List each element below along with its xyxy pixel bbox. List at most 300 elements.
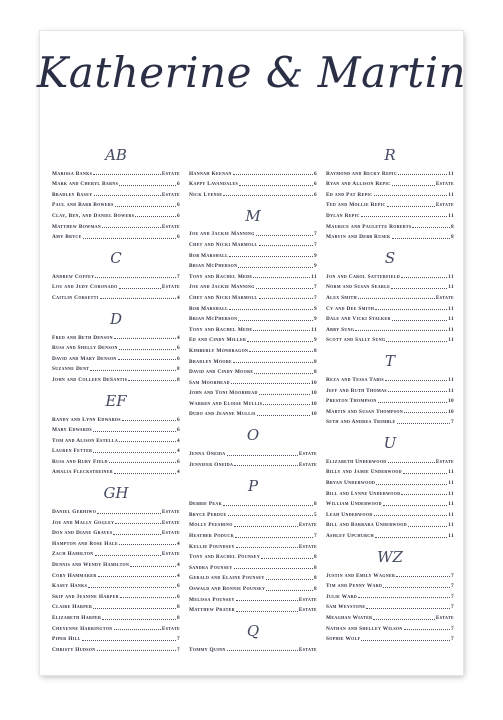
- dot-leader: [233, 174, 313, 175]
- table-assignment: 4: [177, 562, 180, 569]
- guest-name: Chet and Nicki Marmoll: [189, 294, 258, 301]
- couple-title: Katherine & Martin: [36, 48, 467, 97]
- dot-leader: [119, 349, 176, 350]
- guest-name: Don and Diane Graves: [52, 530, 113, 537]
- dot-leader: [135, 216, 176, 217]
- dot-leader: [83, 238, 176, 239]
- group-spacer: [326, 425, 454, 432]
- table-assignment: 8: [314, 564, 317, 571]
- dot-leader: [109, 462, 176, 463]
- guest-name: Ryan and Allison Repic: [326, 181, 391, 188]
- guest-name: Preston Thompson: [326, 398, 377, 405]
- dot-leader: [375, 537, 447, 538]
- guest-row: [52, 219, 180, 230]
- guest-name: Clay, Ben, and Daniel Bowers: [52, 212, 135, 219]
- guest-name: Jeff and Ruth Thomas: [326, 387, 387, 394]
- guest-name: Norm and Susan Searle: [326, 284, 391, 291]
- table-assignment: Estate: [298, 607, 317, 614]
- dot-leader: [378, 402, 447, 403]
- guest-row: [189, 539, 317, 550]
- group-letter: S: [384, 249, 396, 268]
- dot-leader: [227, 455, 298, 456]
- table-assignment: 7: [314, 284, 317, 291]
- dot-leader: [261, 558, 313, 559]
- guest-row: [52, 187, 180, 198]
- table-assignment: Estate: [161, 284, 180, 291]
- table-assignment: 10: [311, 379, 317, 386]
- guest-name: Chet and Nicki Marmoll: [189, 241, 258, 248]
- table-assignment: 6: [177, 583, 180, 590]
- guest-name: Amalia Fleckstreiner: [52, 469, 113, 476]
- guest-row: [326, 497, 454, 508]
- guest-row: [326, 632, 454, 643]
- dot-leader: [93, 431, 176, 432]
- dot-leader: [396, 576, 450, 577]
- guest-name: Leah Underwood: [326, 511, 373, 518]
- dot-leader: [113, 534, 160, 535]
- dot-leader: [391, 288, 447, 289]
- table-assignment: 8: [451, 223, 454, 230]
- dot-leader: [119, 185, 176, 186]
- table-assignment: 7: [314, 533, 317, 540]
- dot-leader: [234, 568, 313, 569]
- guest-name: Tony and Rachel Mede: [189, 326, 253, 333]
- guest-row: [189, 446, 317, 457]
- dot-leader: [102, 619, 176, 620]
- table-assignment: 8: [314, 347, 317, 354]
- dot-leader: [383, 505, 447, 506]
- guest-name: Russ and Ruby Field: [52, 458, 108, 465]
- guest-row: [326, 198, 454, 209]
- guest-row: [52, 504, 180, 515]
- group-spacer: [189, 417, 317, 424]
- guest-row: [326, 372, 454, 383]
- table-assignment: 11: [448, 326, 454, 333]
- guest-name: Matthew Bowman: [52, 223, 102, 230]
- guest-row: [189, 237, 317, 248]
- guest-row: [52, 547, 180, 558]
- guest-name: Christy Hudson: [52, 646, 96, 653]
- guest-name: Julie Ward: [326, 593, 358, 600]
- guest-name: Hannah Keenan: [189, 170, 232, 177]
- table-assignment: 11: [448, 522, 454, 529]
- guest-row: [326, 230, 454, 241]
- guest-row: [326, 333, 454, 344]
- guest-row: [52, 269, 180, 280]
- guest-name: Melissa Pounsey: [189, 596, 235, 603]
- dot-leader: [128, 380, 176, 381]
- dot-leader: [401, 277, 447, 278]
- guest-row: [326, 301, 454, 312]
- table-assignment: 7: [451, 572, 454, 579]
- table-assignment: 11: [448, 316, 454, 323]
- guest-row: [52, 433, 180, 444]
- table-assignment: Estate: [435, 202, 454, 209]
- table-assignment: 4: [177, 437, 180, 444]
- guest-row: [189, 177, 317, 188]
- guest-row: [326, 219, 454, 230]
- guest-row: [189, 333, 317, 344]
- guest-name: Bob Marshall: [189, 305, 229, 312]
- table-assignment: 11: [448, 337, 454, 344]
- dot-leader: [228, 515, 314, 516]
- table-assignment: 8: [177, 376, 180, 383]
- dot-leader: [266, 579, 313, 580]
- table-assignment: 9: [314, 337, 317, 344]
- guest-name: Cory Hammaker: [52, 572, 97, 579]
- table-assignment: 11: [448, 273, 454, 280]
- guest-name: Cy and Dee Smith: [326, 305, 375, 312]
- guest-row: [326, 465, 454, 476]
- column-3: [326, 144, 454, 642]
- table-assignment: 10: [448, 398, 454, 405]
- table-assignment: Estate: [298, 451, 317, 458]
- table-assignment: 9: [314, 263, 317, 270]
- guest-row: [189, 497, 317, 508]
- dot-leader: [375, 309, 447, 310]
- table-assignment: Estate: [161, 509, 180, 516]
- table-assignment: Estate: [161, 625, 180, 632]
- table-assignment: 11: [448, 469, 454, 476]
- guest-row: [189, 259, 317, 270]
- table-assignment: Estate: [161, 519, 180, 526]
- table-assignment: 4: [177, 469, 180, 476]
- guest-row: [189, 457, 317, 468]
- guest-row: [52, 642, 180, 653]
- guest-name: Sophie Wolf: [326, 636, 361, 643]
- table-assignment: Estate: [298, 646, 317, 653]
- dot-leader: [97, 650, 176, 651]
- dot-leader: [227, 650, 298, 651]
- dot-leader: [256, 288, 313, 289]
- dot-leader: [412, 227, 450, 228]
- dot-leader: [231, 383, 310, 384]
- guest-row: [189, 301, 317, 312]
- guest-row: [52, 177, 180, 188]
- table-assignment: 8: [314, 369, 317, 376]
- group-letter: GH: [103, 484, 129, 503]
- guest-row: [189, 187, 317, 198]
- guest-row: [189, 365, 317, 376]
- guest-name: Daniel Gerhiwo: [52, 509, 97, 516]
- guest-row: [52, 444, 180, 455]
- table-assignment: 6: [177, 416, 180, 423]
- group-letter: U: [383, 434, 397, 453]
- dot-leader: [253, 330, 310, 331]
- guest-name: Oswald and Bonnie Pounsey: [189, 586, 266, 592]
- table-assignment: 10: [311, 390, 317, 397]
- dot-leader: [239, 185, 313, 186]
- dot-leader: [386, 341, 447, 342]
- group-letter: EF: [105, 391, 127, 410]
- guest-row: [52, 526, 180, 537]
- guest-name: Russ and Shelly Denson: [52, 345, 118, 352]
- guest-row: [326, 518, 454, 529]
- guest-name: John and Colleen DeSantis: [52, 376, 128, 383]
- guest-row: [52, 280, 180, 291]
- guest-row: [326, 600, 454, 611]
- guest-row: [52, 515, 180, 526]
- guest-name: Martin and Susan Thompson: [326, 408, 404, 415]
- guest-row: [326, 290, 454, 301]
- dot-leader: [94, 195, 161, 196]
- dot-leader: [257, 415, 310, 416]
- table-assignment: 6: [314, 191, 317, 198]
- dot-leader: [361, 216, 448, 217]
- guest-row: [52, 600, 180, 611]
- guest-row: [52, 230, 180, 241]
- dot-leader: [373, 619, 434, 620]
- dot-leader: [229, 256, 313, 257]
- table-assignment: 8: [314, 575, 317, 582]
- dot-leader: [115, 206, 176, 207]
- guest-row: [52, 198, 180, 209]
- guest-name: Fred and Beth Denson: [52, 334, 113, 341]
- guest-name: Jennifer Oneida: [189, 461, 234, 468]
- dot-leader: [249, 351, 313, 352]
- dot-leader: [361, 640, 450, 641]
- guest-row: [52, 341, 180, 352]
- table-assignment: 9: [314, 316, 317, 323]
- dot-leader: [234, 526, 298, 527]
- guest-row: [326, 621, 454, 632]
- dot-leader: [404, 629, 450, 630]
- table-assignment: Estate: [161, 530, 180, 537]
- dot-leader: [401, 494, 447, 495]
- dot-leader: [223, 195, 313, 196]
- table-assignment: Estate: [161, 223, 180, 230]
- dot-leader: [238, 320, 313, 321]
- guest-name: Suzanne Dent: [52, 366, 90, 373]
- guest-name: Sandra Pounsey: [189, 564, 233, 571]
- dot-leader: [355, 330, 447, 331]
- table-assignment: 6: [177, 234, 180, 241]
- dot-leader: [114, 473, 176, 474]
- table-assignment: 6: [177, 345, 180, 352]
- guest-name: Dylan Repic: [326, 212, 360, 219]
- dot-leader: [358, 597, 450, 598]
- dot-leader: [120, 597, 176, 598]
- dot-leader: [256, 235, 313, 236]
- table-assignment: 6: [314, 170, 317, 177]
- guest-name: Dennis and Wendy Hamilton: [52, 562, 130, 569]
- guest-name: Sam Weystone: [326, 604, 366, 611]
- table-assignment: 11: [448, 170, 454, 177]
- table-assignment: 7: [451, 604, 454, 611]
- group-spacer: [189, 613, 317, 620]
- group-spacer: [52, 240, 180, 247]
- guest-name: Jon and Carol Satterfield: [326, 273, 401, 280]
- dot-leader: [88, 587, 176, 588]
- guest-row: [52, 589, 180, 600]
- table-assignment: 6: [177, 355, 180, 362]
- table-assignment: 11: [448, 533, 454, 540]
- group-spacer: [326, 240, 454, 247]
- guest-name: Sam Moorhead: [189, 379, 230, 386]
- guest-row: [52, 632, 180, 643]
- dot-leader: [398, 174, 447, 175]
- table-assignment: Estate: [161, 170, 180, 177]
- guest-name: Randy and Lynn Edwards: [52, 416, 121, 423]
- guest-row: [52, 465, 180, 476]
- guest-row: [189, 227, 317, 238]
- dot-leader: [114, 338, 176, 339]
- table-assignment: 8: [177, 366, 180, 373]
- table-assignment: 11: [448, 490, 454, 497]
- guest-name: Meaghan Wiater: [326, 615, 373, 621]
- table-assignment: 6: [314, 181, 317, 188]
- guest-row: [326, 187, 454, 198]
- table-assignment: 8: [314, 501, 317, 508]
- guest-name: Debbie Peak: [189, 501, 223, 508]
- guest-name: Tom and Alison Estella: [52, 437, 119, 444]
- group-letter: P: [247, 476, 259, 495]
- guest-row: [326, 166, 454, 177]
- guest-row: [189, 396, 317, 407]
- guest-name: Lou and Judy Coronado: [52, 284, 118, 291]
- table-assignment: 10: [311, 411, 317, 418]
- dot-leader: [223, 505, 313, 506]
- guest-row: [52, 351, 180, 362]
- group-letter: WZ: [377, 548, 403, 567]
- dot-leader: [236, 547, 298, 548]
- table-assignment: 9: [314, 252, 317, 259]
- guest-row: [189, 407, 317, 418]
- dot-leader: [238, 267, 313, 268]
- dot-leader: [122, 420, 176, 421]
- guest-name: Mary Edwards: [52, 427, 92, 434]
- dot-leader: [90, 370, 176, 371]
- dot-leader: [376, 484, 447, 485]
- table-assignment: Estate: [435, 615, 454, 621]
- group-spacer: [326, 539, 454, 546]
- guest-name: Tim and Penny Ward: [326, 583, 383, 590]
- guest-name: Kappy Lavandales: [189, 181, 239, 188]
- dot-leader: [229, 309, 313, 310]
- guest-name: Brian McPherson: [189, 263, 238, 270]
- guest-row: [326, 486, 454, 497]
- dot-leader: [259, 394, 310, 395]
- dot-leader: [119, 288, 161, 289]
- guest-row: [52, 330, 180, 341]
- guest-name: Reza and Tessa Tabis: [326, 376, 384, 383]
- guest-row: [52, 454, 180, 465]
- guest-row: [52, 208, 180, 219]
- guest-name: William Underwood: [326, 501, 382, 508]
- guest-name: Tommy Quinn: [189, 646, 226, 653]
- dot-leader: [385, 380, 447, 381]
- guest-name: Paul and Barb Bowers: [52, 202, 114, 209]
- table-assignment: 11: [448, 387, 454, 394]
- guest-row: [189, 603, 317, 614]
- guest-row: [52, 166, 180, 177]
- table-assignment: Estate: [435, 181, 454, 188]
- guest-name: Kasey Hanks: [52, 583, 88, 590]
- guest-name: Billy and Jamie Underwood: [326, 469, 403, 476]
- dot-leader: [374, 515, 448, 516]
- table-assignment: 7: [451, 625, 454, 632]
- guest-name: Kimberly Mondragon: [189, 347, 249, 354]
- table-assignment: Estate: [435, 294, 454, 301]
- guest-name: Bob Marshall: [189, 252, 229, 259]
- guest-row: [189, 642, 317, 653]
- guest-row: [52, 290, 180, 301]
- guest-row: [326, 383, 454, 394]
- group-letter: AB: [105, 146, 127, 164]
- guest-name: Molly Peeshino: [189, 522, 233, 529]
- guest-name: Bryan Underwood: [326, 480, 376, 487]
- table-assignment: 9: [314, 305, 317, 312]
- table-assignment: Estate: [298, 596, 317, 603]
- table-assignment: 7: [177, 646, 180, 653]
- guest-row: [52, 557, 180, 568]
- guest-row: [189, 375, 317, 386]
- guest-name: Abby Sung: [326, 326, 355, 333]
- guest-row: [189, 507, 317, 518]
- column-2: [189, 144, 317, 653]
- guest-name: Tony and Rachel Mede: [189, 273, 253, 280]
- dot-leader: [263, 404, 310, 405]
- dot-leader: [259, 245, 313, 246]
- group-letter: T: [384, 352, 395, 371]
- guest-row: [326, 312, 454, 323]
- guest-name: Cheyenne Harrington: [52, 625, 113, 632]
- group-spacer: [326, 343, 454, 350]
- dot-leader: [392, 238, 450, 239]
- table-assignment: 4: [177, 334, 180, 341]
- guest-row: [326, 322, 454, 333]
- guest-row: [326, 475, 454, 486]
- group-letter: O: [246, 426, 260, 445]
- dot-leader: [254, 373, 313, 374]
- dot-leader: [100, 298, 176, 299]
- table-assignment: 11: [448, 480, 454, 487]
- guest-name: Marissa Banks: [52, 170, 93, 177]
- guest-name: Joe and Jackie Manning: [189, 284, 255, 291]
- dot-leader: [130, 566, 176, 567]
- guest-row: [52, 536, 180, 547]
- dot-leader: [404, 412, 447, 413]
- guest-name: Jenna Oneida: [189, 451, 226, 458]
- table-assignment: 6: [177, 202, 180, 209]
- table-assignment: 10: [311, 400, 317, 407]
- table-assignment: 7: [314, 231, 317, 238]
- guest-row: [52, 610, 180, 621]
- guest-row: [326, 528, 454, 539]
- dot-leader: [392, 185, 435, 186]
- guest-name: Amy Bryce: [52, 234, 82, 241]
- dot-leader: [97, 513, 161, 514]
- guest-row: [326, 280, 454, 291]
- table-assignment: 7: [451, 593, 454, 600]
- guest-name: Seth and Andrea Trimble: [326, 419, 396, 426]
- guest-row: [189, 354, 317, 365]
- dot-leader: [95, 555, 161, 556]
- dot-leader: [115, 523, 160, 524]
- dot-leader: [236, 611, 298, 612]
- guest-name: Ted and Mollie Repic: [326, 202, 386, 209]
- dot-leader: [374, 195, 448, 196]
- guest-row: [326, 208, 454, 219]
- guest-row: [189, 571, 317, 582]
- table-assignment: 8: [314, 554, 317, 561]
- table-assignment: Estate: [435, 458, 454, 465]
- group-letter: R: [384, 146, 396, 164]
- guest-row: [189, 322, 317, 333]
- table-assignment: 7: [314, 241, 317, 248]
- guest-name: Bradley Basey: [52, 191, 93, 198]
- table-assignment: 7: [177, 636, 180, 643]
